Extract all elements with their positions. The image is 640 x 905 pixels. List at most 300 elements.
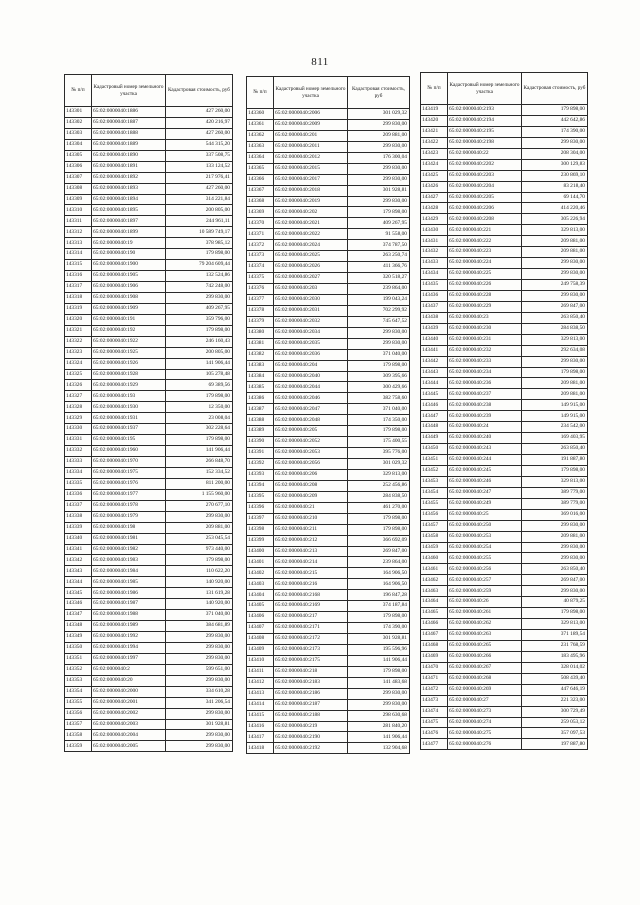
- cadastral-value: 299 830,00: [348, 174, 410, 185]
- table-row: [421, 159, 588, 170]
- row-number: 143307: [65, 172, 92, 183]
- table-row: [65, 610, 233, 621]
- cadastral-value: 169 403,95: [522, 433, 588, 444]
- header-num: № п/п: [247, 77, 274, 109]
- cadastral-value: 299 830,00: [166, 675, 233, 686]
- cadastral-value: 300 129,83: [522, 159, 588, 170]
- table-row: [421, 662, 588, 673]
- table-row: [65, 741, 233, 752]
- row-number: 143394: [247, 480, 274, 491]
- cadastral-value: 179 898,00: [166, 555, 233, 566]
- row-number: 143472: [421, 684, 448, 695]
- cadastral-number: 65:02:0000040:1989: [92, 621, 166, 632]
- table-row: [247, 721, 410, 732]
- cadastral-value: 209 881,00: [522, 247, 588, 258]
- cadastral-number: 65:02:0000040:2025: [274, 251, 348, 262]
- row-number: 143407: [247, 623, 274, 634]
- row-number: 143313: [65, 238, 92, 249]
- row-number: 143469: [421, 651, 448, 662]
- cadastral-number: 65:02:0000040:1887: [92, 117, 166, 128]
- cadastral-number: 65:02:0000040:239: [448, 411, 522, 422]
- table-row: [247, 349, 410, 360]
- table-row: [65, 139, 233, 150]
- row-number: 143460: [421, 553, 448, 564]
- cadastral-number: 65:02:0000040:238: [448, 400, 522, 411]
- cadastral-number: 65:02:0000040:1890: [92, 150, 166, 161]
- cadastral-number: 65:02:0000040:1986: [92, 588, 166, 599]
- row-number: 143375: [247, 273, 274, 284]
- table-row: [421, 597, 588, 608]
- cadastral-value: 179 898,00: [348, 426, 410, 437]
- table-row: [421, 203, 588, 214]
- table-row: [421, 651, 588, 662]
- cadastral-value: 427 260,00: [166, 128, 233, 139]
- cadastral-number: 65:02:0000040:2046: [274, 393, 348, 404]
- table-row: [247, 546, 410, 557]
- row-number: 143366: [247, 174, 274, 185]
- row-number: 143322: [65, 336, 92, 347]
- page-number: 811: [311, 56, 329, 68]
- table-row: [65, 391, 233, 402]
- cadastral-value: 329 813,00: [522, 334, 588, 345]
- table-row: [65, 216, 233, 227]
- cadastral-number: 65:02:0000040:262: [448, 619, 522, 630]
- cadastral-number: 65:02:0000040:233: [448, 356, 522, 367]
- registry-table-3: [420, 72, 588, 750]
- cadastral-value: 197 887,80: [522, 739, 588, 750]
- cadastral-number: 65:02:0000040:222: [448, 236, 522, 247]
- row-number: 143386: [247, 393, 274, 404]
- table-row: [247, 284, 410, 295]
- cadastral-value: 292 634,08: [522, 345, 588, 356]
- cadastral-number: 65:02:0000040:1931: [92, 413, 166, 424]
- row-number: 143339: [65, 522, 92, 533]
- table-row: [247, 207, 410, 218]
- cadastral-number: 65:02:0000040:1928: [92, 369, 166, 380]
- cadastral-value: 179 898,00: [348, 513, 410, 524]
- row-number: 143393: [247, 469, 274, 480]
- cadastral-value: 301 029,32: [348, 109, 410, 120]
- row-number: 143388: [247, 415, 274, 426]
- row-number: 143338: [65, 511, 92, 522]
- table-row: [247, 437, 410, 448]
- cadastral-number: 65:02:0000040:1897: [92, 216, 166, 227]
- cadastral-number: 65:02:0000040:1997: [92, 653, 166, 664]
- cadastral-value: 249 758,39: [522, 280, 588, 291]
- cadastral-value: 174 390,00: [348, 623, 410, 634]
- cadastral-number: 65:02:0000040:1960: [92, 446, 166, 457]
- row-number: 143445: [421, 389, 448, 400]
- cadastral-number: 65:02:0000040:2030: [274, 294, 348, 305]
- cadastral-value: 299 830,00: [522, 258, 588, 269]
- table-row: [65, 117, 233, 128]
- cadastral-value: 299 830,00: [348, 688, 410, 699]
- row-number: 143434: [421, 269, 448, 280]
- cadastral-number: 65:02:0000040:2018: [274, 185, 348, 196]
- cadastral-number: 65:02:0000040:2203: [448, 170, 522, 181]
- table-row: [65, 413, 233, 424]
- row-number: 143312: [65, 227, 92, 238]
- cadastral-value: 284 838,50: [348, 491, 410, 502]
- row-number: 143444: [421, 378, 448, 389]
- row-number: 143306: [65, 161, 92, 172]
- header-value: Кадастровая стоимость, руб: [166, 75, 233, 107]
- row-number: 143409: [247, 644, 274, 655]
- cadastral-value: 299 830,00: [348, 196, 410, 207]
- row-number: 143392: [247, 459, 274, 470]
- table-row: [247, 273, 410, 284]
- cadastral-value: 447 646,19: [522, 684, 588, 695]
- cadastral-value: 299 830,00: [522, 542, 588, 553]
- table-row: [65, 402, 233, 413]
- cadastral-value: 179 898,00: [166, 435, 233, 446]
- row-number: 143335: [65, 478, 92, 489]
- row-number: 143420: [421, 115, 448, 126]
- table-row: [65, 467, 233, 478]
- table-row: [421, 323, 588, 334]
- row-number: 143337: [65, 500, 92, 511]
- table-row: [65, 686, 233, 697]
- cadastral-number: 65:02:0000040:25: [448, 509, 522, 520]
- table-row: [247, 688, 410, 699]
- cadastral-number: 65:02:0000040:1970: [92, 457, 166, 468]
- table-row: [247, 491, 410, 502]
- cadastral-number: 65:02:0000040:257: [448, 575, 522, 586]
- row-number: 143346: [65, 599, 92, 610]
- table-row: [247, 502, 410, 513]
- row-number: 143474: [421, 706, 448, 717]
- table-row: [247, 623, 410, 634]
- cadastral-number: 65:02:0000040:2000: [92, 686, 166, 697]
- row-number: 143422: [421, 137, 448, 148]
- cadastral-number: 65:02:0000040:2173: [274, 644, 348, 655]
- cadastral-number: 65:02:0000040:225: [448, 269, 522, 280]
- cadastral-number: 65:02:0000040:190: [92, 249, 166, 260]
- table-row: [247, 590, 410, 601]
- cadastral-number: 65:02:0000040:2006: [274, 109, 348, 120]
- table-row: [65, 500, 233, 511]
- table-row: [65, 632, 233, 643]
- cadastral-number: 65:02:0000040:203: [274, 284, 348, 295]
- table-row: [65, 303, 233, 314]
- cadastral-number: 65:02:0000040:2022: [274, 229, 348, 240]
- cadastral-number: 65:02:0000040:223: [448, 247, 522, 258]
- cadastral-number: 65:02:0000040:2175: [274, 655, 348, 666]
- cadastral-value: 209 881,00: [522, 531, 588, 542]
- cadastral-number: 65:02:0000040:2195: [448, 126, 522, 137]
- cadastral-value: 209 881,00: [522, 236, 588, 247]
- table-row: [421, 717, 588, 728]
- cadastral-number: 65:02:0000040:2017: [274, 174, 348, 185]
- cadastral-number: 65:02:0000040:1929: [92, 380, 166, 391]
- row-number: 143441: [421, 345, 448, 356]
- cadastral-number: 65:02:0000040:269: [448, 684, 522, 695]
- row-number: 143334: [65, 467, 92, 478]
- table-row: [65, 675, 233, 686]
- cadastral-value: 299 830,00: [166, 730, 233, 741]
- row-number: 143387: [247, 404, 274, 415]
- row-number: 143453: [421, 476, 448, 487]
- table-row: [247, 163, 410, 174]
- cadastral-number: 65:02:0000040:1893: [92, 183, 166, 194]
- cadastral-number: 65:02:0000040:1975: [92, 467, 166, 478]
- cadastral-value: 244 961,11: [166, 216, 233, 227]
- row-number: 143302: [65, 117, 92, 128]
- table-row: [421, 378, 588, 389]
- cadastral-number: 65:02:0000040:210: [274, 513, 348, 524]
- cadastral-value: 269 847,00: [522, 575, 588, 586]
- row-number: 143304: [65, 139, 92, 150]
- row-number: 143424: [421, 159, 448, 170]
- table-row: [247, 535, 410, 546]
- table-row: [421, 553, 588, 564]
- cadastral-number: 65:02:0000040:1925: [92, 347, 166, 358]
- cadastral-value: 301 029,32: [348, 459, 410, 470]
- table-row: [247, 393, 410, 404]
- table-row: [247, 174, 410, 185]
- table-row: [421, 564, 588, 575]
- table-row: [421, 630, 588, 641]
- cadastral-number: 65:02:0000040:1900: [92, 260, 166, 271]
- cadastral-value: 357 097,53: [522, 728, 588, 739]
- row-number: 143316: [65, 271, 92, 282]
- row-number: 143430: [421, 225, 448, 236]
- table-row: [65, 128, 233, 139]
- row-number: 143416: [247, 721, 274, 732]
- table-row: [65, 446, 233, 457]
- cadastral-number: 65:02:0000040:229: [448, 301, 522, 312]
- cadastral-number: 65:02:0000040:208: [274, 480, 348, 491]
- row-number: 143402: [247, 568, 274, 579]
- cadastral-number: 65:02:0000040:27: [448, 695, 522, 706]
- cadastral-value: 69 389,56: [166, 380, 233, 391]
- cadastral-value: 246 160,43: [166, 336, 233, 347]
- cadastral-number: 65:02:0000040:249: [448, 498, 522, 509]
- cadastral-number: 65:02:0000040:2205: [448, 192, 522, 203]
- row-number: 143462: [421, 575, 448, 586]
- table-row: [65, 555, 233, 566]
- row-number: 143351: [65, 653, 92, 664]
- row-number: 143318: [65, 292, 92, 303]
- cadastral-value: 200 805,00: [166, 347, 233, 358]
- row-number: 143319: [65, 303, 92, 314]
- table-row: [65, 292, 233, 303]
- cadastral-value: 334 610,28: [166, 686, 233, 697]
- cadastral-value: 1 155 960,00: [166, 489, 233, 500]
- table-row: [65, 424, 233, 435]
- cadastral-number: 65:02:0000040:2047: [274, 404, 348, 415]
- cadastral-number: 65:02:0000040:2204: [448, 181, 522, 192]
- cadastral-number: 65:02:0000040:232: [448, 345, 522, 356]
- table-row: [65, 730, 233, 741]
- cadastral-value: 371 040,00: [348, 349, 410, 360]
- table-row: [421, 739, 588, 750]
- cadastral-value: 176 300,04: [348, 152, 410, 163]
- row-number: 143342: [65, 555, 92, 566]
- cadastral-number: 65:02:0000040:201: [274, 130, 348, 141]
- cadastral-number: 65:02:0000040:2169: [274, 601, 348, 612]
- table-row: [247, 732, 410, 743]
- table-row: [421, 280, 588, 291]
- row-number: 143467: [421, 630, 448, 641]
- cadastral-number: 65:02:0000040:240: [448, 433, 522, 444]
- cadastral-number: 65:02:0000040:191: [92, 314, 166, 325]
- row-number: 143364: [247, 152, 274, 163]
- row-number: 143413: [247, 688, 274, 699]
- cadastral-number: 65:02:0000040:243: [448, 444, 522, 455]
- cadastral-value: 299 830,00: [522, 290, 588, 301]
- table-row: [247, 415, 410, 426]
- cadastral-value: 414 220,46: [522, 203, 588, 214]
- cadastral-value: 263 850,40: [522, 312, 588, 323]
- cadastral-value: 23 008,04: [166, 413, 233, 424]
- row-number: 143333: [65, 457, 92, 468]
- row-number: 143385: [247, 382, 274, 393]
- cadastral-number: 65:02:0000040:1926: [92, 358, 166, 369]
- cadastral-value: 409 267,95: [166, 303, 233, 314]
- table-row: [247, 109, 410, 120]
- cadastral-number: 65:02:0000040:2009: [274, 119, 348, 130]
- cadastral-number: 65:02:0000040:2002: [92, 708, 166, 719]
- cadastral-value: 328 014,02: [522, 662, 588, 673]
- table-row: [247, 513, 410, 524]
- row-number: 143357: [65, 719, 92, 730]
- cadastral-value: 152 334,52: [166, 467, 233, 478]
- cadastral-value: 389 779,00: [522, 487, 588, 498]
- cadastral-number: 65:02:0000040:2198: [448, 137, 522, 148]
- cadastral-number: 65:02:0000040:2192: [274, 743, 348, 754]
- row-number: 143466: [421, 619, 448, 630]
- cadastral-value: 200 805,00: [166, 205, 233, 216]
- cadastral-value: 110 622,20: [166, 566, 233, 577]
- cadastral-number: 65:02:0000040:21: [274, 502, 348, 513]
- row-number: 143381: [247, 338, 274, 349]
- row-number: 143305: [65, 150, 92, 161]
- cadastral-value: 508 439,40: [522, 673, 588, 684]
- row-number: 143461: [421, 564, 448, 575]
- cadastral-number: 65:02:0000040:1909: [92, 303, 166, 314]
- row-number: 143425: [421, 170, 448, 181]
- cadastral-value: 179 898,00: [522, 367, 588, 378]
- table-row: [421, 542, 588, 553]
- table-row: [247, 568, 410, 579]
- cadastral-value: 742 248,00: [166, 282, 233, 293]
- row-number: 143372: [247, 240, 274, 251]
- cadastral-number: 65:02:0000040:2044: [274, 382, 348, 393]
- cadastral-value: 329 813,00: [348, 469, 410, 480]
- table-row: [65, 599, 233, 610]
- cadastral-value: 329 813,00: [522, 476, 588, 487]
- row-number: 143435: [421, 280, 448, 291]
- table-row: [421, 290, 588, 301]
- table-row: [65, 369, 233, 380]
- cadastral-value: 199 043,24: [348, 294, 410, 305]
- cadastral-number: 65:02:0000040:2187: [274, 699, 348, 710]
- row-number: 143432: [421, 247, 448, 258]
- cadastral-number: 65:02:0000040:274: [448, 717, 522, 728]
- table-row: [247, 666, 410, 677]
- cadastral-number: 65:02:0000040:224: [448, 258, 522, 269]
- table-row: [421, 433, 588, 444]
- row-number: 143406: [247, 612, 274, 623]
- table-row: [421, 411, 588, 422]
- table-row: [65, 566, 233, 577]
- cadastral-value: 359 796,00: [166, 314, 233, 325]
- table-row: [65, 697, 233, 708]
- cadastral-value: 217 976,41: [166, 172, 233, 183]
- row-number: 143340: [65, 533, 92, 544]
- cadastral-value: 371 189,54: [522, 630, 588, 641]
- table-row: [421, 476, 588, 487]
- cadastral-number: 65:02:0000040:2019: [274, 196, 348, 207]
- table-row: [65, 664, 233, 675]
- cadastral-number: 65:02:0000040:273: [448, 706, 522, 717]
- table-row: [421, 258, 588, 269]
- row-number: 143439: [421, 323, 448, 334]
- table-row: [247, 316, 410, 327]
- cadastral-value: 374 787,50: [348, 240, 410, 251]
- table-row: [247, 152, 410, 163]
- cadastral-value: 209 881,00: [522, 389, 588, 400]
- row-number: 143332: [65, 446, 92, 457]
- row-number: 143401: [247, 557, 274, 568]
- cadastral-number: 65:02:0000040:202: [274, 207, 348, 218]
- cadastral-value: 140 920,00: [166, 599, 233, 610]
- header-value: Кадастровая стоимость, руб: [522, 73, 588, 105]
- row-number: 143354: [65, 686, 92, 697]
- cadastral-value: 299 830,00: [166, 511, 233, 522]
- row-number: 143428: [421, 203, 448, 214]
- cadastral-number: 65:02:0000040:198: [92, 522, 166, 533]
- cadastral-value: 164 906,50: [348, 579, 410, 590]
- cadastral-value: 337 508,75: [166, 150, 233, 161]
- row-number: 143382: [247, 349, 274, 360]
- cadastral-value: 131 619,28: [166, 588, 233, 599]
- cadastral-value: 263 850,40: [522, 564, 588, 575]
- row-number: 143359: [65, 741, 92, 752]
- row-number: 143376: [247, 284, 274, 295]
- row-number: 143308: [65, 183, 92, 194]
- cadastral-number: 65:02:0000040:1891: [92, 161, 166, 172]
- cadastral-number: 65:02:0000040:1976: [92, 478, 166, 489]
- row-number: 143400: [247, 546, 274, 557]
- table-row: [421, 389, 588, 400]
- row-number: 143349: [65, 632, 92, 643]
- table-row: [247, 229, 410, 240]
- cadastral-value: 141 906,44: [166, 446, 233, 457]
- cadastral-value: 231 768,59: [522, 640, 588, 651]
- table-row: [421, 367, 588, 378]
- table-row: [65, 358, 233, 369]
- row-number: 143347: [65, 610, 92, 621]
- table-row: [247, 338, 410, 349]
- cadastral-value: 141 906,44: [348, 732, 410, 743]
- cadastral-number: 65:02:0000040:2027: [274, 273, 348, 284]
- cadastral-number: 65:02:0000040:206: [274, 469, 348, 480]
- table-row: [65, 347, 233, 358]
- row-number: 143311: [65, 216, 92, 227]
- row-number: 143321: [65, 325, 92, 336]
- row-number: 143373: [247, 251, 274, 262]
- cadastral-number: 65:02:0000040:22: [448, 148, 522, 159]
- cadastral-value: 329 813,00: [522, 225, 588, 236]
- table-row: [65, 544, 233, 555]
- row-number: 143358: [65, 730, 92, 741]
- cadastral-number: 65:02:0000040:19: [92, 238, 166, 249]
- row-number: 143411: [247, 666, 274, 677]
- table-row: [421, 148, 588, 159]
- cadastral-number: 65:02:0000040:2003: [92, 719, 166, 730]
